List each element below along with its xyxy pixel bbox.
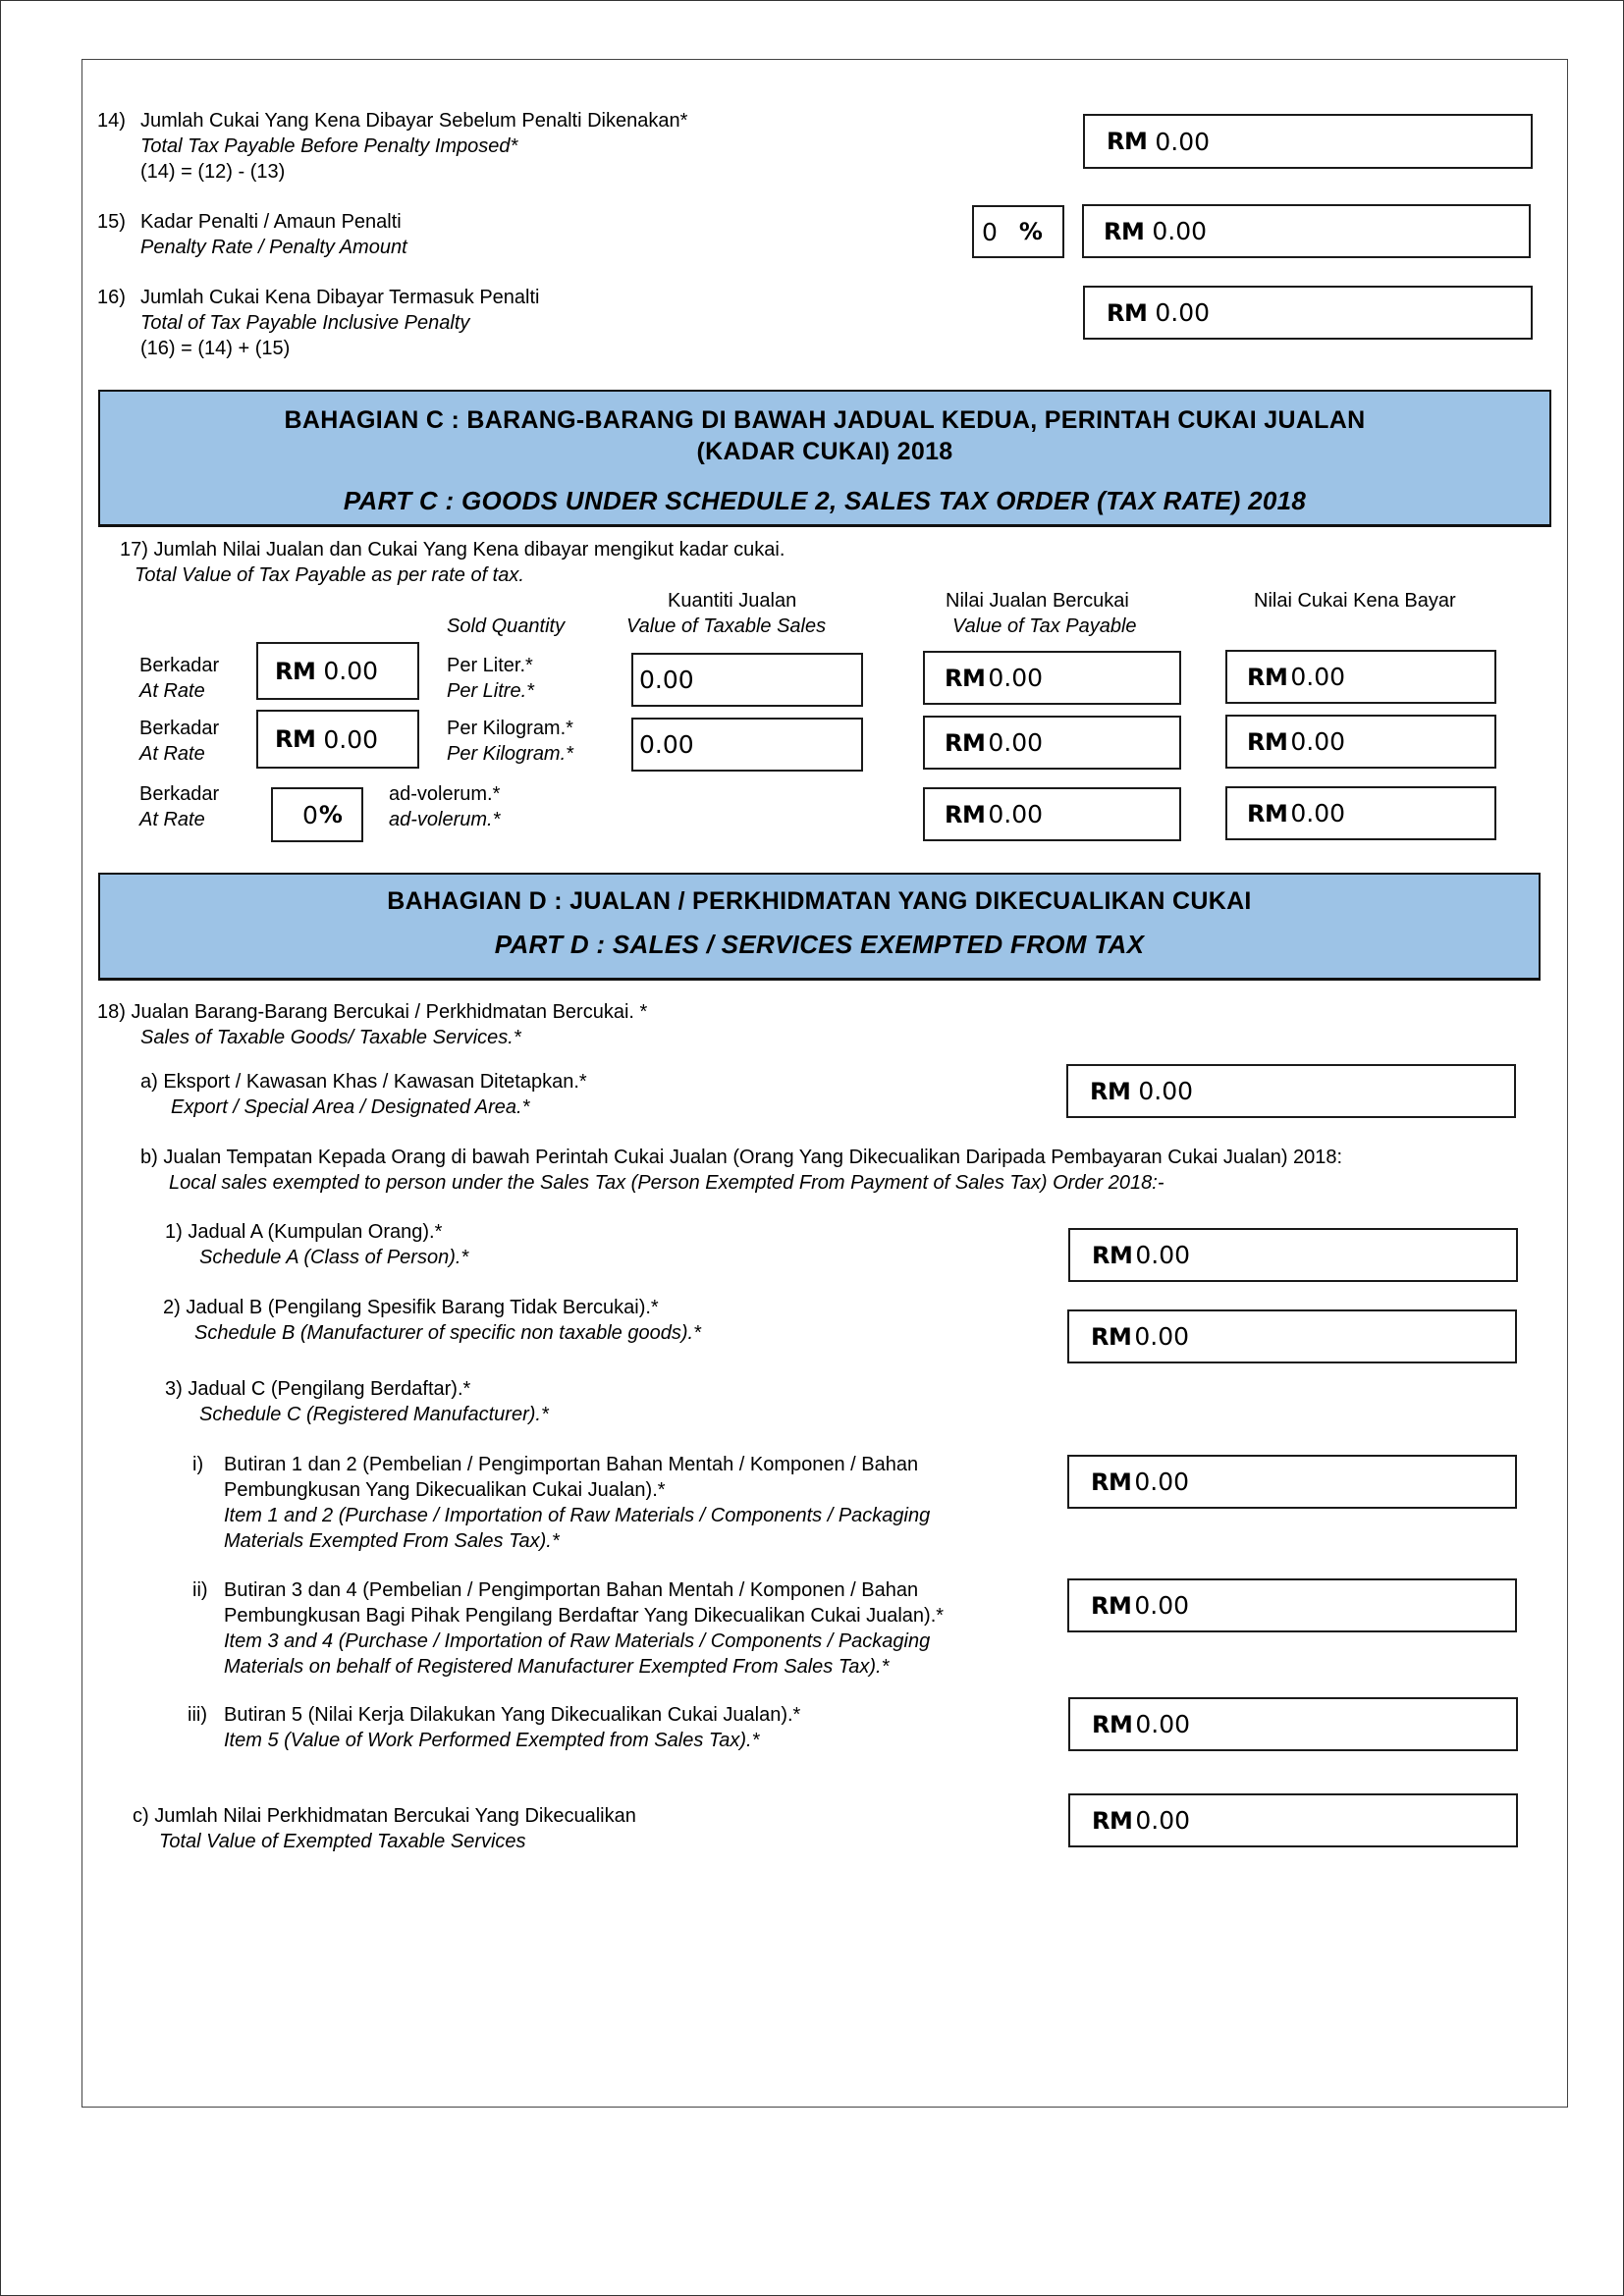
sales-value: 0.00	[988, 800, 1044, 828]
item-14-label-en: Total Tax Payable Before Penalty Imposed*	[140, 135, 518, 157]
currency-label: RM	[1091, 1322, 1132, 1351]
rate-value: 0.00	[323, 724, 379, 754]
sales-value-per-kilogram-field[interactable]	[923, 716, 1181, 770]
part-c-banner	[98, 390, 1551, 527]
currency-label: RM	[1247, 663, 1288, 691]
sales-value-per-litre-field[interactable]	[923, 651, 1181, 705]
schedule-a-label-ms: 1) Jadual A (Kumpulan Orang).*	[165, 1221, 443, 1243]
item-label-en-line1: Item 3 and 4 (Purchase / Importation of Raw Materials / Components / Packaging	[224, 1630, 931, 1652]
schedule-c-label-ms: 3) Jadual C (Pengilang Berdaftar).*	[165, 1378, 471, 1400]
percent-sign: %	[1018, 218, 1043, 245]
amount-value: 0.00	[1135, 1710, 1191, 1738]
rate-label-en: At Rate	[139, 680, 205, 702]
currency-label: RM	[1091, 1591, 1132, 1620]
item-16-number: 16)	[97, 287, 126, 308]
currency-label: RM	[1092, 1241, 1133, 1269]
penalty-amount-field[interactable]	[1082, 204, 1531, 258]
tax-value-per-litre-field[interactable]	[1225, 650, 1496, 704]
quantity-per-kilogram-field[interactable]	[631, 718, 863, 772]
amount-value: 0.00	[1138, 1077, 1194, 1105]
sales-value-ad-volerum-field[interactable]	[923, 787, 1181, 841]
item-16-formula: (16) = (14) + (15)	[140, 338, 291, 359]
rate-label-ms: Berkadar	[139, 655, 220, 676]
schedule-c-label-en: Schedule C (Registered Manufacturer).*	[199, 1404, 549, 1425]
item-16-amount-field[interactable]	[1083, 286, 1533, 340]
currency-label: RM	[945, 728, 986, 757]
rate-percent-value: 0	[302, 800, 318, 829]
item-label-en-line2: Materials on behalf of Registered Manufacturer Exempted From Sales Tax).*	[224, 1656, 890, 1678]
currency-label: RM	[1091, 1468, 1132, 1496]
schedule-b-amount-field[interactable]	[1067, 1309, 1517, 1363]
amount-value: 0.00	[1134, 1322, 1190, 1351]
item-number: i)	[192, 1454, 204, 1475]
schedule-a-amount-field[interactable]	[1068, 1228, 1518, 1282]
item-number: iii)	[188, 1704, 207, 1726]
item-16-label-en: Total of Tax Payable Inclusive Penalty	[140, 312, 470, 334]
item-label-ms-line2: Pembungkusan Yang Dikecualikan Cukai Jualan).*	[224, 1479, 666, 1501]
amount-value: 0.00	[1155, 298, 1211, 327]
part-d-title-en: PART D : SALES / SERVICES EXEMPTED FROM TAX	[494, 930, 1145, 959]
schedule-c-item-2-amount-field[interactable]	[1067, 1578, 1517, 1632]
item-18a-label-en: Export / Special Area / Designated Area.*	[171, 1096, 530, 1118]
item-18c-label-ms: c) Jumlah Nilai Perkhidmatan Bercukai Yang Dikecualikan	[133, 1805, 636, 1827]
item-18a-label-ms: a) Eksport / Kawasan Khas / Kawasan Ditetapkan.*	[140, 1071, 587, 1093]
item-label-ms-line2: Pembungkusan Bagi Pihak Pengilang Berdaftar Yang Dikecualikan Cukai Jualan).*	[224, 1605, 945, 1627]
header-taxable-sales-en: Value of Taxable Sales	[626, 615, 827, 637]
tax-value: 0.00	[1290, 727, 1346, 756]
item-17-label-ms: 17) Jumlah Nilai Jualan dan Cukai Yang Kena dibayar mengikut kadar cukai.	[120, 539, 785, 561]
part-d-banner	[98, 873, 1541, 981]
schedule-b-label-ms: 2) Jadual B (Pengilang Spesifik Barang Tidak Bercukai).*	[163, 1297, 659, 1318]
currency-label: RM	[275, 725, 316, 753]
amount-value: 0.00	[1135, 1806, 1191, 1835]
item-15-number: 15)	[97, 211, 126, 233]
item-label-en-line2: Materials Exempted From Sales Tax).*	[224, 1530, 560, 1552]
rate-per-litre-field[interactable]	[256, 642, 419, 700]
item-label-en-line1: Item 1 and 2 (Purchase / Importation of Raw Materials / Components / Packaging	[224, 1505, 931, 1526]
item-16-label-ms: Jumlah Cukai Kena Dibayar Termasuk Penalti	[140, 287, 540, 308]
schedule-b-label-en: Schedule B (Manufacturer of specific non taxable goods).*	[194, 1322, 701, 1344]
currency-label: RM	[1247, 799, 1288, 828]
rate-label-ms: Berkadar	[139, 718, 220, 739]
currency-label: RM	[1247, 727, 1288, 756]
unit-label-en: Per Litre.*	[447, 680, 534, 702]
quantity-value: 0.00	[639, 730, 694, 759]
item-15-label-en: Penalty Rate / Penalty Amount	[140, 237, 407, 258]
tax-value: 0.00	[1290, 663, 1346, 691]
item-label-ms-line1: Butiran 3 dan 4 (Pembelian / Pengimportan Bahan Mentah / Komponen / Bahan	[224, 1579, 919, 1601]
unit-label-ms: ad-volerum.*	[389, 783, 501, 805]
item-14-label-ms: Jumlah Cukai Yang Kena Dibayar Sebelum Penalti Dikenakan*	[140, 110, 688, 132]
export-amount-field[interactable]	[1066, 1064, 1516, 1118]
header-sold-quantity: Sold Quantity	[447, 615, 566, 637]
rate-label-en: At Rate	[139, 743, 205, 765]
currency-label: RM	[945, 800, 986, 828]
item-18c-label-en: Total Value of Exempted Taxable Services	[159, 1831, 526, 1852]
sales-value: 0.00	[988, 664, 1044, 692]
tax-value-ad-volerum-field[interactable]	[1225, 786, 1496, 840]
item-label-en-line1: Item 5 (Value of Work Performed Exempted from Sales Tax).*	[224, 1730, 760, 1751]
amount-value: 0.00	[1135, 1241, 1191, 1269]
schedule-c-item-3-amount-field[interactable]	[1068, 1697, 1518, 1751]
schedule-a-label-en: Schedule A (Class of Person).*	[199, 1247, 469, 1268]
tax-value-per-kilogram-field[interactable]	[1225, 715, 1496, 769]
item-18-label-en: Sales of Taxable Goods/ Taxable Services.*	[140, 1027, 521, 1048]
rate-per-kilogram-field[interactable]	[256, 710, 419, 769]
currency-label: RM	[1107, 298, 1148, 327]
percent-sign: %	[318, 801, 343, 828]
amount-value: 0.00	[1155, 127, 1211, 156]
penalty-rate-field[interactable]	[972, 205, 1064, 258]
item-18b-label-ms: b) Jualan Tempatan Kepada Orang di bawah Perintah Cukai Jualan (Orang Yang Dikecualikan Daripada Pembayaran Cukai Jualan) 2018:	[140, 1147, 1343, 1168]
sales-value: 0.00	[988, 728, 1044, 757]
currency-label: RM	[275, 657, 316, 685]
quantity-value: 0.00	[639, 666, 694, 694]
header-tax-due-ms: Nilai Cukai Kena Bayar	[1254, 590, 1456, 612]
unit-label-ms: Per Liter.*	[447, 655, 533, 676]
amount-value: 0.00	[1152, 217, 1208, 245]
currency-label: RM	[1092, 1710, 1133, 1738]
item-18-label-ms: 18) Jualan Barang-Barang Bercukai / Perkhidmatan Bercukai. *	[97, 1001, 648, 1023]
exempted-services-amount-field[interactable]	[1068, 1793, 1518, 1847]
penalty-rate-value: 0	[982, 217, 998, 246]
currency-label: RM	[945, 664, 986, 692]
part-c-title-en: PART C : GOODS UNDER SCHEDULE 2, SALES TAX ORDER (TAX RATE) 2018	[343, 486, 1307, 515]
item-17-label-en: Total Value of Tax Payable as per rate of tax.	[135, 564, 524, 586]
unit-label-ms: Per Kilogram.*	[447, 718, 573, 739]
currency-label: RM	[1104, 217, 1145, 245]
item-label-ms-line1: Butiran 1 dan 2 (Pembelian / Pengimportan Bahan Mentah / Komponen / Bahan	[224, 1454, 919, 1475]
header-taxable-sales-ms: Kuantiti Jualan	[668, 590, 797, 612]
amount-value: 0.00	[1134, 1468, 1190, 1496]
part-d-title-ms: BAHAGIAN D : JUALAN / PERKHIDMATAN YANG DIKECUALIKAN CUKAI	[387, 887, 1252, 915]
header-tax-payable-value-en: Value of Tax Payable	[952, 615, 1137, 637]
rate-label-ms: Berkadar	[139, 783, 220, 805]
ad-volerum-rate-field[interactable]	[271, 787, 363, 842]
quantity-per-litre-field[interactable]	[631, 653, 863, 707]
unit-label-en: Per Kilogram.*	[447, 743, 573, 765]
item-14-number: 14)	[97, 110, 126, 132]
rate-value: 0.00	[323, 657, 379, 685]
rate-label-en: At Rate	[139, 809, 205, 830]
currency-label: RM	[1092, 1806, 1133, 1835]
unit-label-en: ad-volerum.*	[389, 809, 501, 830]
currency-label: RM	[1090, 1077, 1131, 1105]
currency-label: RM	[1107, 128, 1148, 155]
header-tax-payable-value-ms: Nilai Jualan Bercukai	[946, 590, 1129, 612]
item-number: ii)	[192, 1579, 208, 1601]
item-18b-label-en: Local sales exempted to person under the Sales Tax (Person Exempted From Payment of Sales Tax) Order 2018:-	[169, 1172, 1164, 1194]
item-label-ms-line1: Butiran 5 (Nilai Kerja Dilakukan Yang Dikecualikan Cukai Jualan).*	[224, 1704, 801, 1726]
item-14-amount-field[interactable]	[1083, 114, 1533, 169]
schedule-c-item-1-amount-field[interactable]	[1067, 1455, 1517, 1509]
amount-value: 0.00	[1134, 1591, 1190, 1620]
item-15-label-ms: Kadar Penalti / Amaun Penalti	[140, 211, 402, 233]
part-c-title-ms-line1: BAHAGIAN C : BARANG-BARANG DI BAWAH JADUAL KEDUA, PERINTAH CUKAI JUALAN	[284, 406, 1366, 434]
tax-value: 0.00	[1290, 799, 1346, 828]
item-14-formula: (14) = (12) - (13)	[140, 161, 286, 183]
part-c-title-ms-line2: (KADAR CUKAI) 2018	[696, 438, 953, 465]
